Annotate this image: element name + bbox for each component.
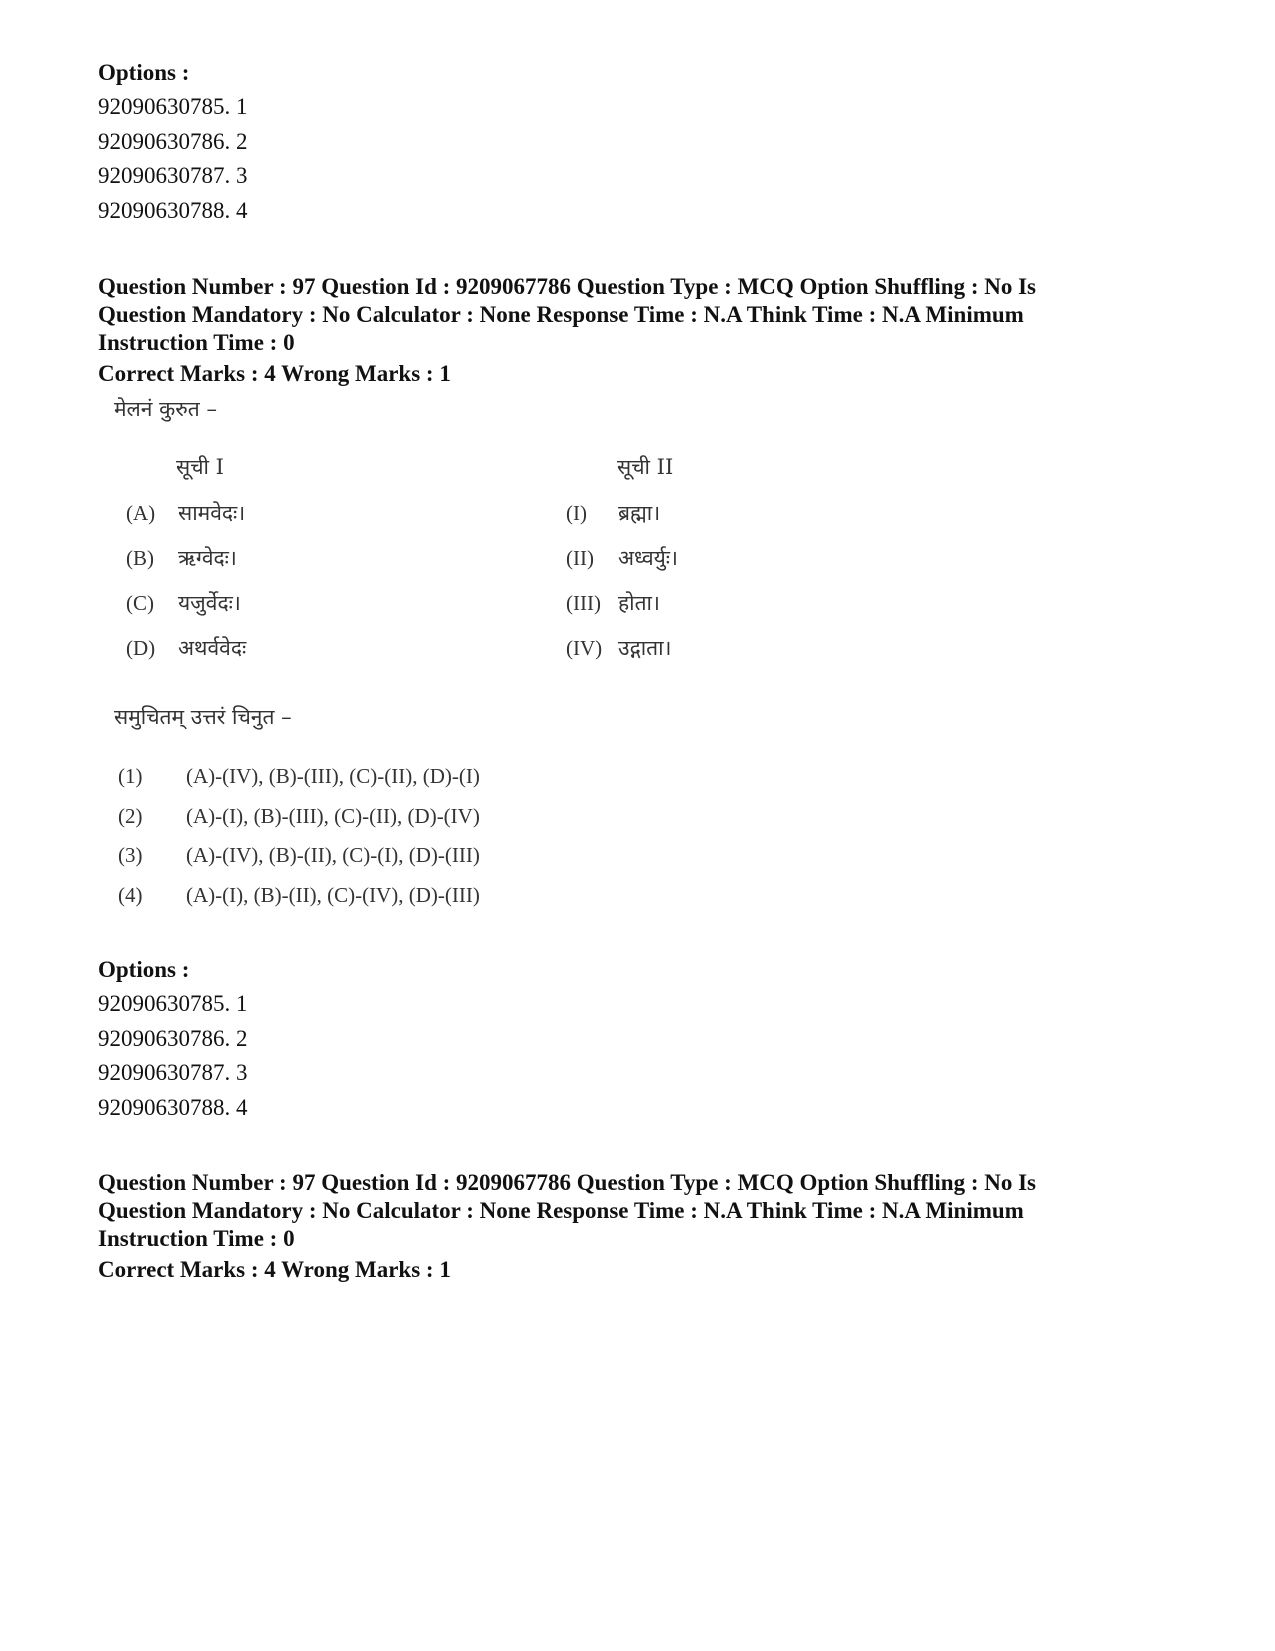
answer-choice: (A)-(IV), (B)-(III), (C)-(II), (D)-(I): [186, 764, 480, 788]
list-2-title: सूची II: [617, 455, 674, 479]
question-header: [98, 273, 1158, 357]
answer-choice: (A)-(IV), (B)-(II), (C)-(I), (D)-(III): [186, 843, 480, 867]
list-2-label: (III): [566, 591, 601, 615]
question-body: [114, 395, 814, 955]
list-2-item: ब्रह्मा।: [618, 501, 661, 525]
answer-choice: (A)-(I), (B)-(III), (C)-(II), (D)-(IV): [186, 804, 480, 828]
answer-number: (3): [118, 843, 143, 867]
answer-number: (4): [118, 883, 143, 907]
list-1-item: अथर्ववेदः: [178, 636, 247, 660]
answer-number: (1): [118, 764, 143, 788]
list-2-label: (IV): [566, 636, 603, 660]
options-block-top: [98, 56, 698, 228]
question-header-line: Instruction Time : 0: [98, 330, 295, 355]
option-line: 92090630787. 3: [98, 163, 248, 188]
list-2-item: अध्वर्युः।: [618, 546, 678, 570]
list-1-label: (B): [126, 546, 154, 570]
option-line: 92090630788. 4: [98, 197, 248, 223]
question-header-line: Instruction Time : 0: [98, 1226, 295, 1251]
option-line: 92090630786. 2: [98, 1025, 248, 1051]
list-1-label: (D): [126, 636, 156, 660]
options-title: Options :: [98, 957, 190, 982]
next-question-marks: Correct Marks : 4 Wrong Marks : 1: [98, 1257, 451, 1282]
next-question-header: [98, 1169, 1158, 1253]
answer-number: (2): [118, 804, 143, 828]
question-instruction: मेलनं कुरुत –: [114, 397, 217, 421]
list-1-label: (C): [126, 591, 154, 615]
list-1-item: यजुर्वेदः।: [178, 591, 241, 615]
choose-prompt: समुचितम् उत्तरं चिनुत –: [114, 705, 292, 729]
list-2-label: (I): [566, 501, 587, 525]
list-1-label: (A): [126, 501, 156, 525]
answer-choice: (A)-(I), (B)-(II), (C)-(IV), (D)-(III): [186, 883, 480, 907]
list-2-item: होता।: [618, 591, 660, 615]
question-header-line: Question Mandatory : No Calculator : None Response Time : N.A Think Time : N.A Minimum: [98, 302, 1024, 327]
question-header-line: Question Number : 97 Question Id : 9209067786 Question Type : MCQ Option Shuffling : No Is: [98, 1170, 1037, 1195]
question-header-line: Question Number : 97 Question Id : 9209067786 Question Type : MCQ Option Shuffling : No Is: [98, 274, 1037, 299]
list-1-item: ऋग्वेदः।: [178, 546, 237, 570]
option-line: 92090630787. 3: [98, 1060, 248, 1085]
question-marks: Correct Marks : 4 Wrong Marks : 1: [98, 361, 451, 386]
question-header-line: Question Mandatory : No Calculator : None Response Time : N.A Think Time : N.A Minimum: [98, 1198, 1024, 1223]
options-title: Options :: [98, 60, 190, 85]
option-line: 92090630785. 1: [98, 991, 248, 1016]
list-1-item: सामवेदः।: [178, 501, 246, 525]
option-line: 92090630788. 4: [98, 1094, 248, 1120]
list-2-label: (II): [566, 546, 594, 570]
option-line: 92090630786. 2: [98, 128, 248, 154]
list-1-title: सूची I: [176, 455, 224, 479]
list-2-item: उद्गाता।: [618, 636, 672, 660]
option-line: 92090630785. 1: [98, 94, 248, 119]
options-block-bottom: [98, 953, 698, 1125]
